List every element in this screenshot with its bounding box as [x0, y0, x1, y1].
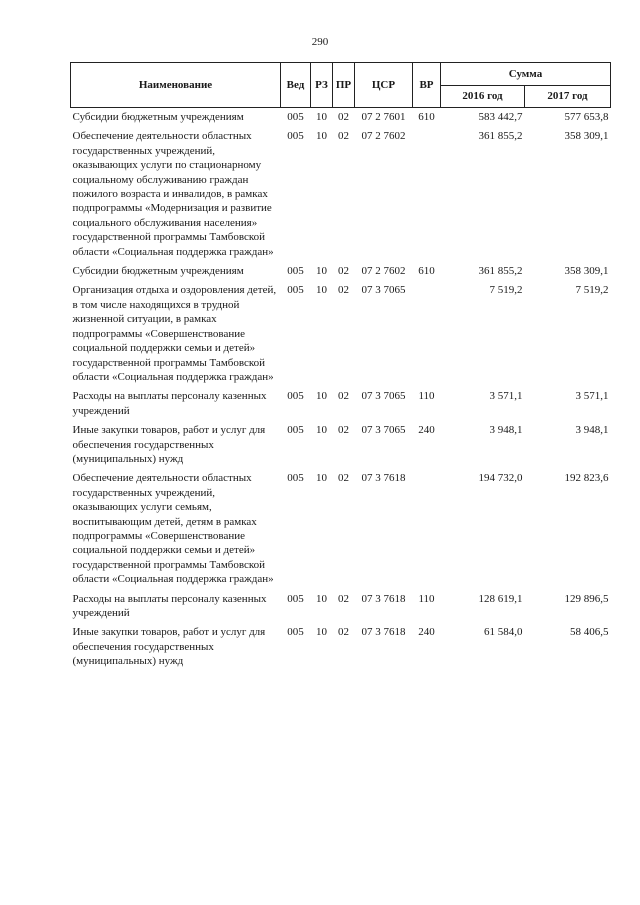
- cell-rz: 10: [316, 472, 327, 485]
- cell-vr: 110: [418, 592, 435, 605]
- cell-csr: 07 3 7065: [361, 424, 406, 437]
- cell-name: Субсидии бюджетным учреждениям: [72, 111, 244, 123]
- cell-pr: 02: [338, 265, 349, 278]
- cell-ved: 005: [287, 284, 304, 297]
- cell-csr: 07 2 7602: [361, 265, 406, 278]
- cell-rz: 10: [316, 390, 327, 403]
- page-number: 290: [311, 36, 329, 48]
- cell-ved: 005: [287, 472, 304, 485]
- cell-2017: 192 823,6: [564, 472, 609, 485]
- cell-2016: 194 732,0: [478, 472, 523, 485]
- header-name: Наименование: [71, 63, 281, 108]
- header-pr: ПР: [333, 63, 355, 108]
- table-row: [71, 262, 611, 281]
- cell-name: Иные закупки товаров, работ и услуг для обеспечения государственных (муниципальных) нужд: [72, 424, 266, 465]
- cell-rz: 10: [316, 265, 327, 278]
- table-row: [71, 421, 611, 469]
- header-ved: Вед: [281, 63, 311, 108]
- cell-pr: 02: [338, 130, 349, 143]
- cell-name: Обеспечение деятельности областных государственных учреждений, оказывающих услуги семьям, воспитывающим детей, детям в рамках подпрограммы «Совершенствование социальной поддержки семьи и детей» государственной программы Тамбовской области «Социальная поддержка граждан»: [72, 472, 274, 586]
- table-row: [71, 469, 611, 589]
- cell-2017: 577 653,8: [564, 111, 609, 123]
- cell-pr: 02: [338, 626, 349, 639]
- budget-table: [70, 62, 611, 672]
- cell-name: Организация отдыха и оздоровления детей, в том числе находящихся в трудной жизненной ситуации, в рамках подпрограммы «Совершенствование социальной поддержки семьи и детей» государственной программы Тамбовской области «Социальная поддержка граждан»: [72, 284, 277, 383]
- cell-name: Расходы на выплаты персоналу казенных учреждений: [72, 390, 267, 417]
- cell-name: Расходы на выплаты персоналу казенных учреждений: [72, 592, 267, 619]
- cell-pr: 02: [338, 111, 349, 123]
- cell-name: Иные закупки товаров, работ и услуг для обеспечения государственных (муниципальных) нужд: [72, 626, 266, 668]
- cell-pr: 02: [338, 592, 349, 605]
- header-vr: ВР: [413, 63, 441, 108]
- cell-2017: 3 948,1: [575, 424, 609, 437]
- cell-ved: 005: [287, 265, 304, 278]
- cell-vr: [413, 469, 441, 589]
- cell-ved: 005: [287, 626, 304, 639]
- cell-rz: 10: [316, 130, 327, 143]
- header-sum: Сумма: [441, 63, 611, 86]
- cell-vr: 110: [418, 390, 435, 403]
- cell-2017: 358 309,1: [564, 130, 609, 143]
- cell-csr: 07 3 7618: [361, 626, 406, 639]
- cell-rz: 10: [316, 284, 327, 297]
- header-csr: ЦСР: [355, 63, 413, 108]
- cell-rz: 10: [316, 626, 327, 639]
- table-row: [71, 108, 611, 128]
- cell-name: Обеспечение деятельности областных государственных учреждений, оказывающих услуги по стационарному социальному обслуживанию граждан пожилого возраста и инвалидов, в рамках подпрограммы «Модернизация и развитие социального обслуживания населения» государственной программы Тамбовской области «Социальная поддержка граждан»: [72, 130, 274, 258]
- table-body: [71, 108, 611, 672]
- cell-ved: 005: [287, 130, 304, 143]
- cell-ved: 005: [287, 592, 304, 605]
- cell-ved: 005: [287, 111, 304, 123]
- header-year-2017: 2017 год: [525, 85, 611, 108]
- cell-vr: 240: [418, 626, 435, 639]
- cell-vr: 610: [418, 265, 435, 278]
- cell-2016: 361 855,2: [478, 265, 523, 278]
- cell-2017: 58 406,5: [570, 626, 609, 639]
- cell-pr: 02: [338, 424, 349, 437]
- cell-vr: 610: [418, 111, 435, 123]
- cell-rz: 10: [316, 111, 327, 123]
- cell-pr: 02: [338, 390, 349, 403]
- header-year-2016: 2016 год: [441, 85, 525, 108]
- cell-2017: 7 519,2: [575, 284, 609, 297]
- cell-2016: 3 571,1: [489, 390, 523, 403]
- cell-rz: 10: [316, 592, 327, 605]
- cell-vr: [413, 281, 441, 387]
- cell-2017: 129 896,5: [564, 592, 609, 605]
- cell-csr: 07 3 7065: [361, 284, 406, 297]
- cell-2016: 583 442,7: [478, 111, 523, 123]
- cell-2016: 3 948,1: [489, 424, 523, 437]
- cell-vr: 240: [418, 424, 435, 437]
- table-row: [71, 387, 611, 421]
- cell-2017: 358 309,1: [564, 265, 609, 278]
- cell-rz: 10: [316, 424, 327, 437]
- header-rz: РЗ: [311, 63, 333, 108]
- cell-ved: 005: [287, 424, 304, 437]
- cell-csr: 07 2 7602: [361, 130, 406, 143]
- cell-2016: 361 855,2: [478, 130, 523, 143]
- table-header: [71, 63, 611, 108]
- table-row: [71, 127, 611, 262]
- cell-csr: 07 3 7618: [361, 592, 406, 605]
- cell-csr: 07 3 7065: [361, 390, 406, 403]
- cell-pr: 02: [338, 472, 349, 485]
- cell-2016: 128 619,1: [478, 592, 523, 605]
- cell-2016: 7 519,2: [489, 284, 523, 297]
- cell-csr: 07 2 7601: [361, 111, 406, 123]
- table-row: [71, 623, 611, 671]
- cell-csr: 07 3 7618: [361, 472, 406, 485]
- cell-pr: 02: [338, 284, 349, 297]
- cell-2016: 61 584,0: [484, 626, 523, 639]
- table-row: [71, 281, 611, 387]
- cell-vr: [413, 127, 441, 262]
- cell-ved: 005: [287, 390, 304, 403]
- cell-name: Субсидии бюджетным учреждениям: [72, 265, 244, 278]
- table-row: [71, 590, 611, 624]
- cell-2017: 3 571,1: [575, 390, 609, 403]
